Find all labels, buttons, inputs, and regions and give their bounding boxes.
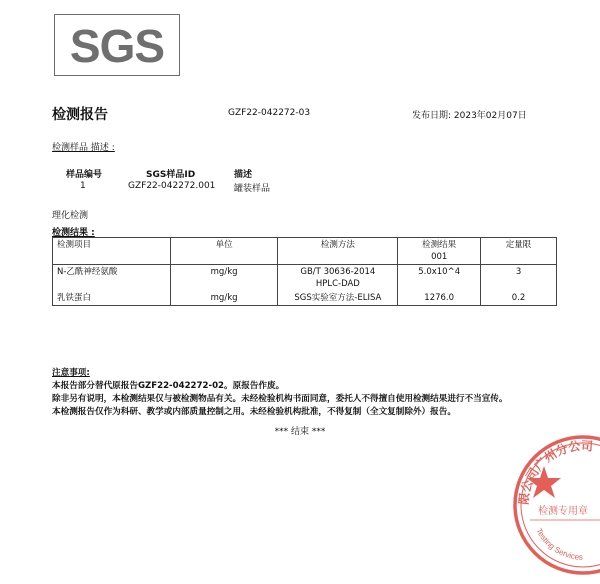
report-number: GZF22-042272-03 — [228, 108, 311, 118]
header-item: 检测项目 — [53, 238, 171, 265]
sample-description-value: 罐装样品 — [234, 184, 271, 194]
issue-date: 发布日期: 2023年02月07日 — [412, 111, 527, 121]
cell-method: GB/T 30636-2014 HPLC-DAD — [278, 265, 398, 292]
results-table — [52, 237, 557, 306]
seal-text-bottom: Testing Services — [534, 526, 584, 562]
header-loq: 定量限 — [481, 238, 557, 265]
cell-loq: 0.2 — [481, 291, 557, 306]
sample-number-value: 1 — [80, 181, 86, 191]
header-result: 检测结果 001 — [398, 238, 481, 265]
svg-text:限公司广州分公司 — [517, 439, 594, 506]
header-method: 检测方法 — [278, 238, 398, 265]
cell-loq: 3 — [481, 265, 557, 292]
physchem-heading: 理化检测 — [52, 211, 89, 221]
table-row — [53, 291, 557, 306]
sample-col-sgs-id: SGS样品ID — [146, 170, 196, 180]
results-header-row — [53, 238, 557, 265]
note-line: 本报告部分替代原报告GZF22-042272-02。原报告作废。 — [52, 381, 285, 391]
notes-block — [52, 367, 507, 419]
end-mark: *** 结束 *** — [274, 427, 326, 437]
header-sample-no: 001 — [431, 252, 448, 262]
company-seal-stamp — [508, 430, 600, 580]
sample-col-description: 描述 — [234, 170, 253, 180]
note-line: 本检测报告仅作为科研、教学或内部质量控制之用。未经检验机构批准，不得复制（全文复制除外）报告。 — [52, 407, 456, 417]
cell-method: SGS实验室方法-ELISA — [278, 291, 398, 306]
results-heading: 检测结果 : — [52, 228, 95, 238]
table-row — [53, 265, 557, 292]
sample-description-heading: 检测样品 描述 : — [52, 143, 115, 153]
cell-result: 5.0x10^4 — [398, 265, 481, 292]
note-line: 除非另有说明，本检测结果仅与被检测物品有关。未经检验机构书面同意，委托人不得擅自使用检测结果进行不当宣传。 — [52, 394, 508, 404]
seal-text-top: 限公司广州分公司 — [516, 438, 594, 506]
seal-text-mid: 检测专用章 — [538, 506, 588, 517]
cell-result: 1276.0 — [398, 291, 481, 306]
sgs-logo: SGS — [69, 20, 165, 72]
cell-item: N-乙酰神经氨酸 — [53, 265, 171, 292]
svg-text:Testing Services — [534, 527, 583, 562]
cell-unit: mg/kg — [170, 291, 278, 306]
sample-sgs-id-value: GZF22-042272.001 — [128, 181, 216, 191]
notes-heading: 注意事项: — [52, 368, 90, 378]
cell-item: 乳铁蛋白 — [53, 291, 171, 306]
cell-unit: mg/kg — [170, 265, 278, 292]
page-title: 检测报告 — [52, 107, 108, 123]
header-unit: 单位 — [170, 238, 278, 265]
sample-col-number: 样品编号 — [66, 170, 103, 180]
